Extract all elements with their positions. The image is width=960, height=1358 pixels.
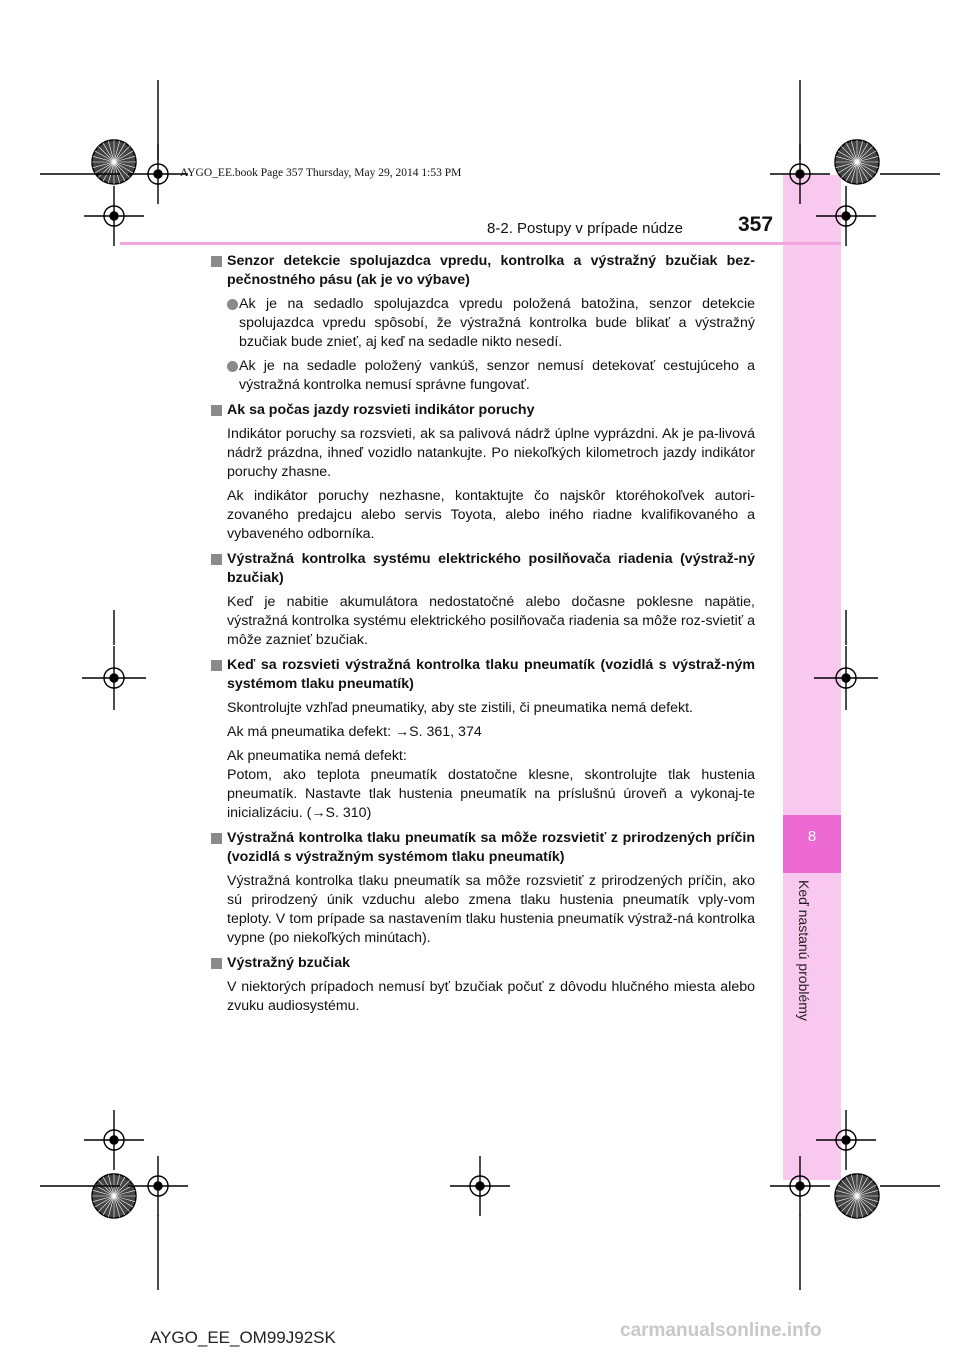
page-number: 357 bbox=[738, 213, 774, 236]
header-rule bbox=[120, 242, 841, 245]
paragraph: Keď je nabitie akumulátora nedostatočné alebo dočasne poklesne napätie, výstražná kontrolka systému elektrického posilňovača riadenia sa môže roz-svietiť a môže zaznieť bzučiak. bbox=[227, 594, 755, 648]
content-section bbox=[211, 656, 755, 823]
circle-bullet-icon bbox=[227, 299, 238, 310]
section-title: 8-2. Postupy v prípade núdze bbox=[487, 220, 683, 237]
section-heading-text: Ak sa počas jazdy rozsvieti indikátor poruchy bbox=[227, 402, 535, 418]
content-section bbox=[211, 829, 755, 948]
paragraph: V niektorých prípadoch nemusí byť bzučiak počuť z dôvodu hlučného miesta alebo zvuku audiosystému. bbox=[227, 979, 755, 1014]
bullet-text: Ak je na sedadlo spolujazdca vpredu položená batožina, senzor detekcie spolujazdca vpredu spôsobí, že výstražná kontrolka bude blikať a výstražný bzučiak bude znieť, aj keď na sedadle nikto nesedí. bbox=[239, 296, 755, 350]
content-section bbox=[211, 954, 755, 1016]
section-heading bbox=[211, 954, 755, 973]
section-heading bbox=[211, 252, 755, 290]
book-stamp: AYGO_EE.book Page 357 Thursday, May 29, 2014 1:53 PM bbox=[180, 167, 462, 179]
square-bullet-icon bbox=[211, 833, 222, 844]
paragraph: Indikátor poruchy sa rozsvieti, ak sa palivová nádrž úplne vyprázdni. Ak je pa-livová nádrž prázdna, ihneď vozidlo natankujte. Po niekoľkých kilometroch jazdy indikátor poruchy zhasne. bbox=[227, 426, 755, 480]
bullet-item bbox=[211, 295, 755, 352]
paragraph: Výstražná kontrolka tlaku pneumatík sa môže rozsvietiť z prirodzených príčin, ako sú prirodzený únik vzduchu alebo zmena tlaku hustenia pneumatík vply-vom teploty. V tom prípade sa nastavením tlaku hustenia pneumatík výstraž-ná kontrolka vypne (po niekoľkých minútach). bbox=[227, 873, 755, 946]
section-heading-text: Výstražná kontrolka tlaku pneumatík sa môže rozsvietiť z prirodzených príčin (vozidlá s výstražným systémom tlaku pneumatík) bbox=[227, 830, 755, 865]
section-heading-text: Výstražná kontrolka systému elektrického posilňovača riadenia (výstraž-ný bzučiak) bbox=[227, 551, 755, 586]
section-heading bbox=[211, 550, 755, 588]
watermark: carmanualsonline.info bbox=[620, 1320, 822, 1341]
paragraph: Ak indikátor poruchy nezhasne, kontaktujte čo najskôr ktoréhokoľvek autori-zovaného predajcu alebo servis Toyota, alebo iného riadne kvalifikovaného a vybaveného odborníka. bbox=[227, 488, 755, 542]
content-section bbox=[211, 401, 755, 544]
section-heading bbox=[211, 656, 755, 694]
chapter-side-strip bbox=[783, 175, 841, 1180]
section-heading bbox=[211, 401, 755, 420]
square-bullet-icon bbox=[211, 660, 222, 671]
section-heading-text: Senzor detekcie spolujazdca vpredu, kontrolka a výstražný bzučiak bez-pečnostného pásu (ak je vo výbave) bbox=[227, 253, 755, 288]
bullet-item bbox=[211, 357, 755, 395]
footer-code: AYGO_EE_OM99J92SK bbox=[150, 1328, 336, 1347]
square-bullet-icon bbox=[211, 256, 222, 267]
paragraph: Ak má pneumatika defekt: →S. 361, 374 bbox=[227, 724, 482, 740]
section-heading-text: Keď sa rozsvieti výstražná kontrolka tlaku pneumatík (vozidlá s výstraž-ným systémom tlaku pneumatík) bbox=[227, 657, 755, 692]
paragraph: Ak pneumatika nemá defekt: Potom, ako teplota pneumatík dostatočne klesne, skontrolujte tlak hustenia pneumatík. Nastavte tlak hustenia pneumatík na príslušnú úroveň a vykonaj-te inicializáciu. (→S. 310) bbox=[227, 748, 755, 821]
content-section bbox=[211, 252, 755, 395]
square-bullet-icon bbox=[211, 405, 222, 416]
chapter-label: Keď nastanú problémy bbox=[796, 880, 812, 1021]
circle-bullet-icon bbox=[227, 361, 238, 372]
square-bullet-icon bbox=[211, 958, 222, 969]
chapter-number: 8 bbox=[807, 828, 817, 845]
section-heading bbox=[211, 829, 755, 867]
main-content bbox=[211, 252, 755, 1022]
section-heading-text: Výstražný bzučiak bbox=[227, 955, 351, 971]
square-bullet-icon bbox=[211, 554, 222, 565]
content-section bbox=[211, 550, 755, 650]
bullet-text: Ak je na sedadle položený vankúš, senzor nemusí detekovať cestujúceho a výstražná kontrolka nemusí správne fungovať. bbox=[239, 358, 755, 393]
paragraph: Skontrolujte vzhľad pneumatiky, aby ste zistili, či pneumatika nemá defekt. bbox=[227, 700, 693, 716]
